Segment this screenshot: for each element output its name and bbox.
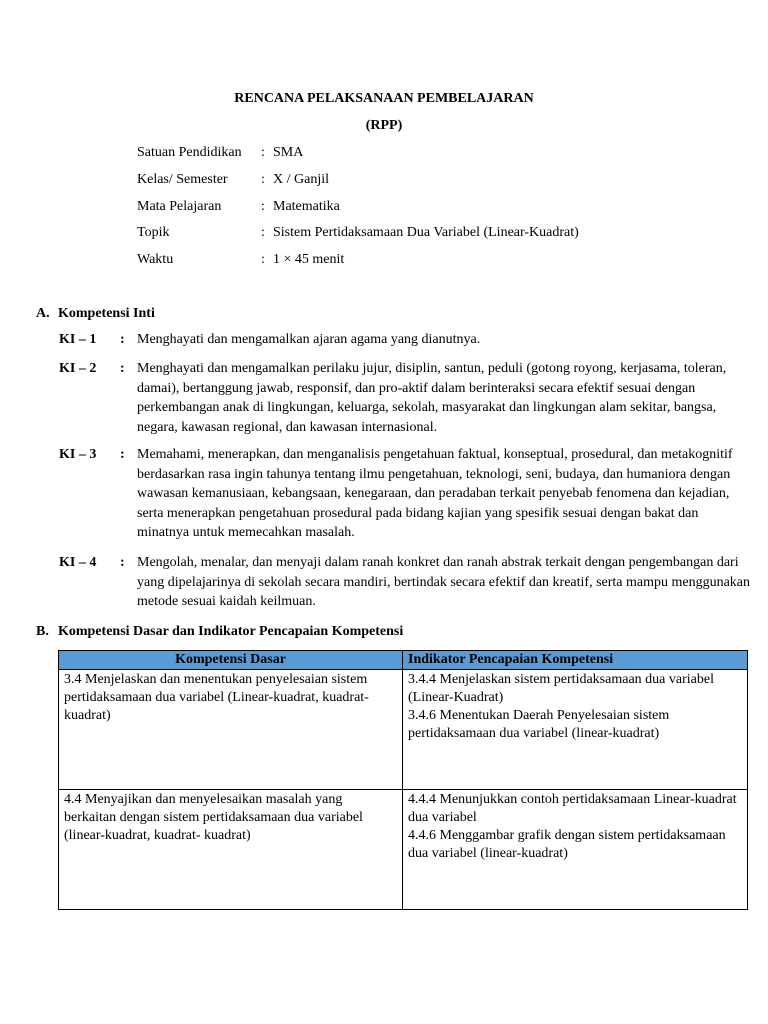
ki-text: Memahami, menerapkan, dan menganalisis pengetahuan faktual, konseptual, prosedural, dan metakognitif berdasarkan rasa ingin tahunya tentang ilmu pengetahuan, teknologi, seni, budaya, dan humaniora dengan wawasan kemanusiaan, kebangsaan, kenegaraan, dan peradaban terkait penyebab fenomena dan kejadian, serta menerapkan pengetahuan prosedural pada bidang kajian yang spesifik sesuai dengan bakat dan minatnya untuk memecahkan masalah. xyxy=(137,447,733,541)
section-a-heading xyxy=(36,304,155,323)
ki-label: KI – 4 xyxy=(59,555,97,570)
document-subtitle: (RPP) xyxy=(365,118,403,133)
kompetensi-table xyxy=(58,650,748,910)
ipk-line: 4.4.6 Menggambar grafik dengan sistem pertidaksamaan dua variabel (linear-kuadrat) xyxy=(408,828,726,861)
ipk-line: 3.4.4 Menjelaskan sistem pertidaksamaan dua variabel (Linear-Kuadrat) xyxy=(408,672,714,705)
ki-colon: : xyxy=(120,555,125,570)
meta-colon: : xyxy=(261,225,265,240)
kd-cell: 4.4 Menyajikan dan menyelesaikan masalah yang berkaitan dengan sistem pertidaksamaan dua variabel (linear-kuadrat, kuadrat- kuadrat) xyxy=(59,790,403,910)
meta-label: Satuan Pendidikan xyxy=(137,145,242,160)
section-b-letter: B. xyxy=(36,624,49,639)
ipk-cell xyxy=(403,670,748,790)
ki-text: Menghayati dan mengamalkan ajaran agama yang dianutnya. xyxy=(137,332,481,347)
meta-colon: : xyxy=(261,199,265,214)
section-a-letter: A. xyxy=(36,306,50,321)
section-a-title: Kompetensi Inti xyxy=(58,306,155,321)
table-row xyxy=(59,790,748,910)
kd-cell: 3.4 Menjelaskan dan menentukan penyelesaian sistem pertidaksamaan dua variabel (Linear-kuadrat, kuadrat-kuadrat) xyxy=(59,670,403,790)
ki-text: Mengolah, menalar, dan menyaji dalam ranah konkret dan ranah abstrak terkait dengan pengembangan dari yang dipelajarinya di sekolah secara mandiri, bertindak secara efektif dan kreatif, serta mampu menggunakan metode sesuai kaidah keilmuan. xyxy=(137,555,751,610)
ki-colon: : xyxy=(120,447,125,462)
section-b-heading xyxy=(36,622,403,641)
ki-label: KI – 1 xyxy=(59,332,97,347)
meta-value: 1 × 45 menit xyxy=(273,252,345,267)
header-kompetensi-dasar: Kompetensi Dasar xyxy=(59,651,403,670)
meta-value: Sistem Pertidaksamaan Dua Variabel (Linear-Kuadrat) xyxy=(273,225,579,240)
meta-value: Matematika xyxy=(273,199,340,214)
meta-colon: : xyxy=(261,145,265,160)
ki-colon: : xyxy=(120,332,125,347)
ipk-line: 3.4.6 Menentukan Daerah Penyelesaian sistem pertidaksamaan dua variabel (linear-kuadrat) xyxy=(408,708,670,741)
ki-text: Menghayati dan mengamalkan perilaku jujur, disiplin, santun, peduli (gotong royong, kerjasama, toleran, damai), bertanggung jawab, responsif, dan pro-aktif dalam berinteraksi secara efektif sesuai dengan perkembangan anak di lingkungan, keluarga, sekolah, masyarakat dan lingkungan alam sekitar, bangsa, negara, kawasan regional, dan kawasan internasional. xyxy=(137,361,727,435)
ki-label: KI – 3 xyxy=(59,447,97,462)
meta-label: Topik xyxy=(137,225,170,240)
meta-colon: : xyxy=(261,252,265,267)
ki-label: KI – 2 xyxy=(59,361,97,376)
document-title: RENCANA PELAKSANAAN PEMBELAJARAN xyxy=(234,91,534,106)
section-b-title: Kompetensi Dasar dan Indikator Pencapaian Kompetensi xyxy=(58,624,404,639)
ipk-line: 4.4.4 Menunjukkan contoh pertidaksamaan Linear-kuadrat dua variabel xyxy=(408,792,737,825)
meta-value: SMA xyxy=(273,145,304,160)
header-indikator: Indikator Pencapaian Kompetensi xyxy=(403,651,748,670)
meta-label: Waktu xyxy=(137,252,174,267)
ipk-cell xyxy=(403,790,748,910)
meta-label: Kelas/ Semester xyxy=(137,172,228,187)
meta-value: X / Ganjil xyxy=(273,172,329,187)
meta-label: Mata Pelajaran xyxy=(137,199,222,214)
table-row xyxy=(59,670,748,790)
ki-colon: : xyxy=(120,361,125,376)
table-header-row xyxy=(59,651,748,670)
meta-colon: : xyxy=(261,172,265,187)
